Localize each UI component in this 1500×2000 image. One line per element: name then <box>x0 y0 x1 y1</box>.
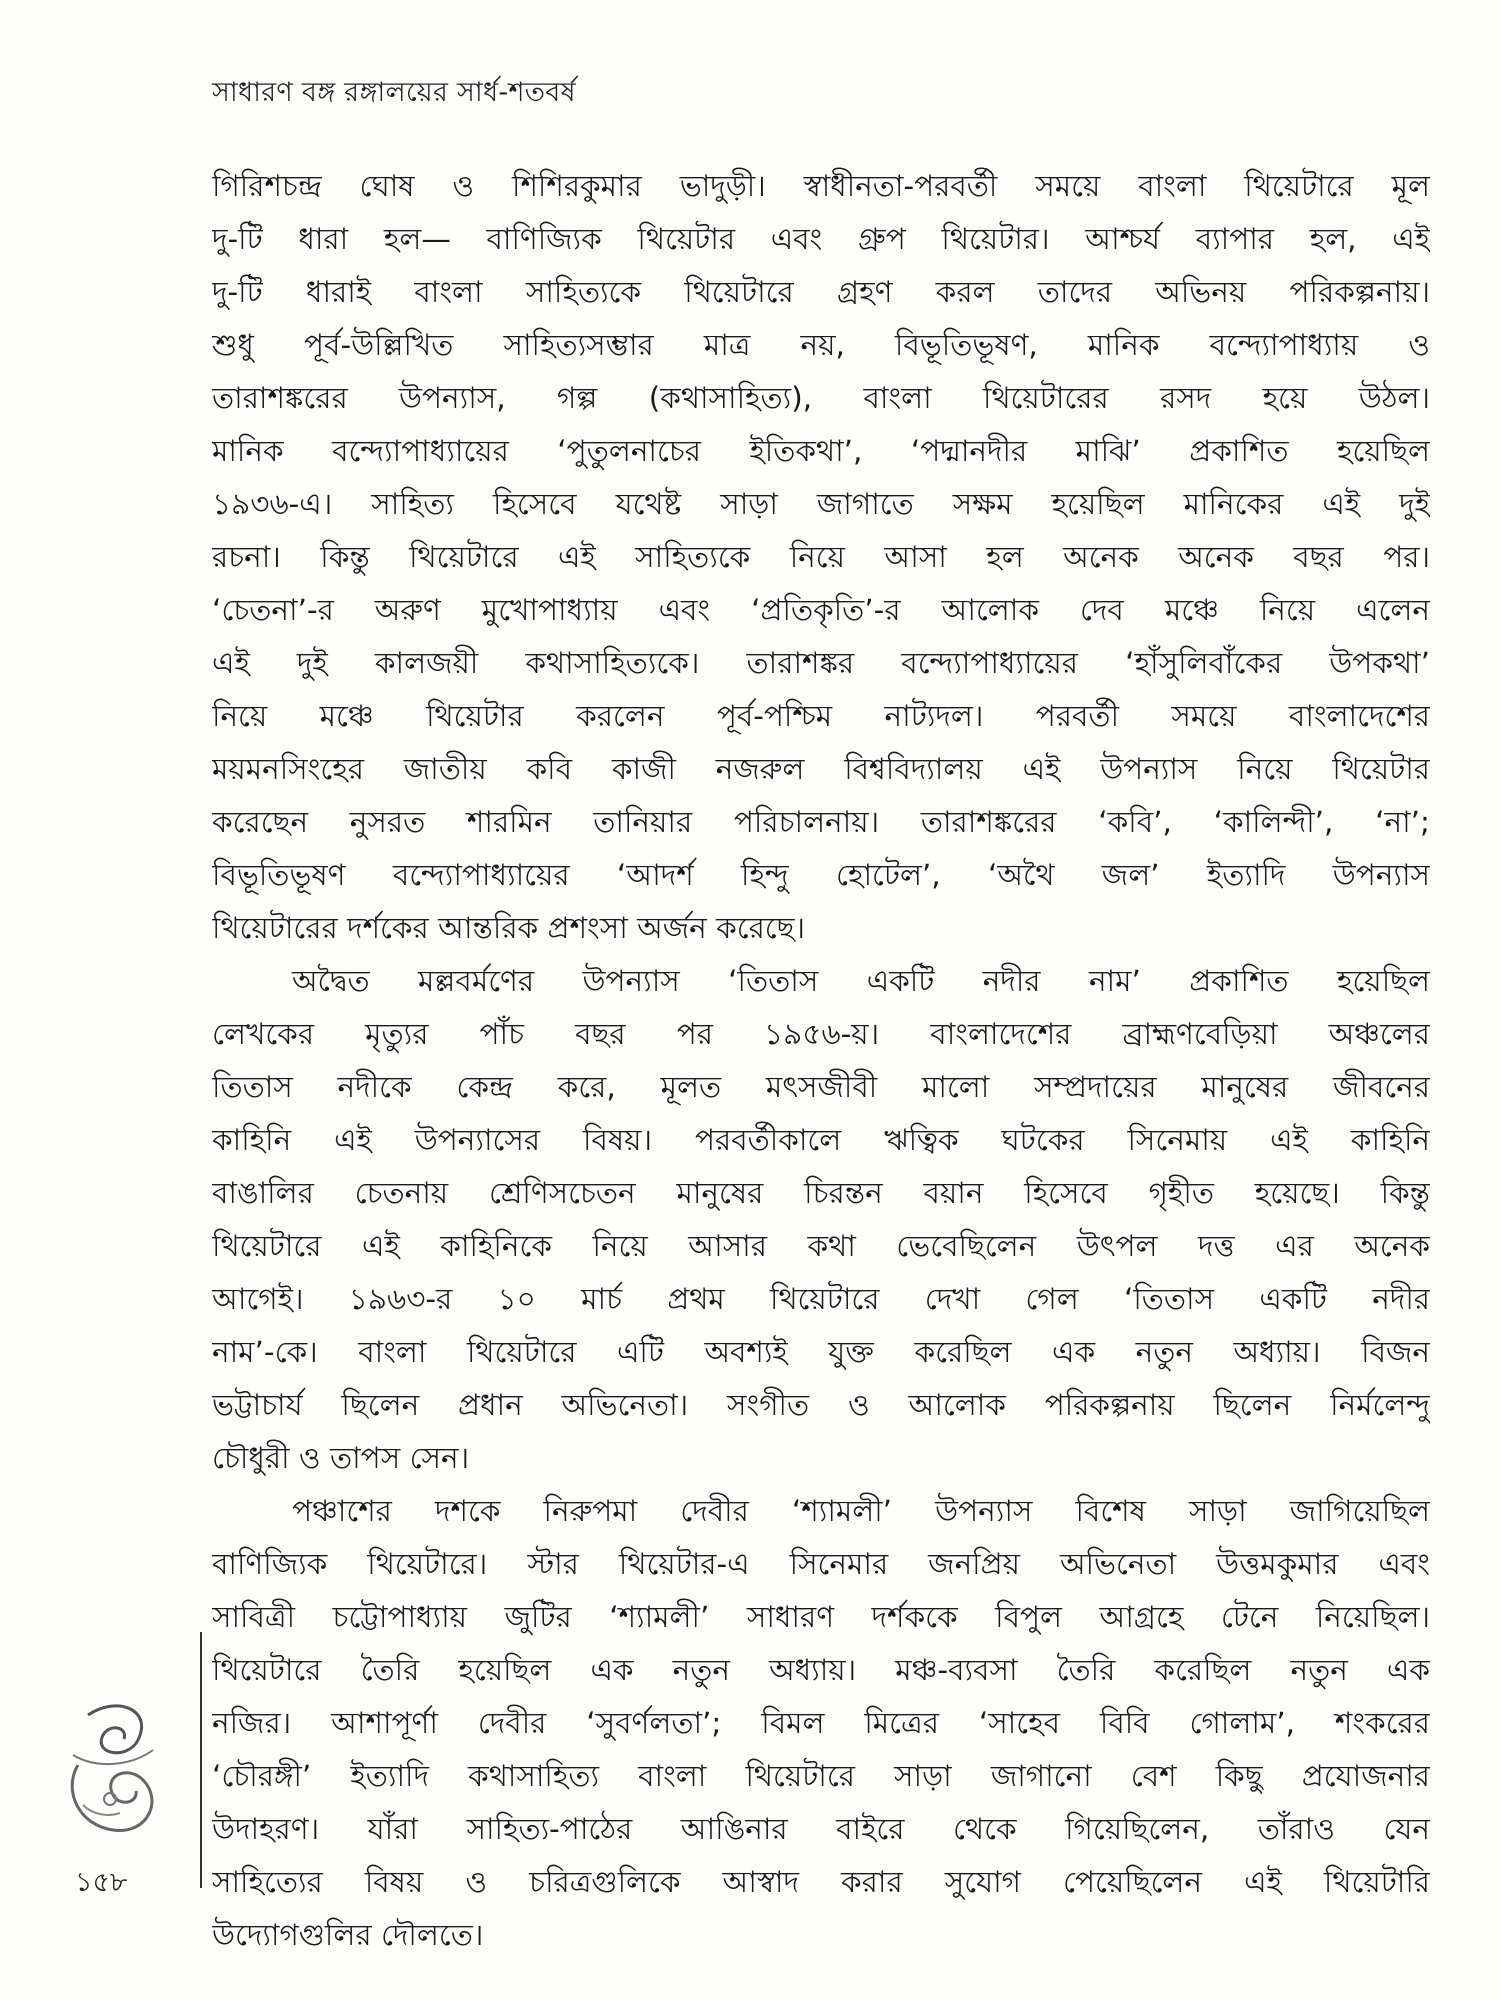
text-line: তারাশঙ্করের উপন্যাস, গল্প (কথাসাহিত্য), বাংলা থিয়েটারের রসদ হয়ে উঠল। <box>212 381 1430 415</box>
text-line: শুধু পূর্ব-উল্লিখিত সাহিত্যসম্ভার মাত্র নয়, বিভূতিভূষণ, মানিক বন্দ্যোপাধ্যায় ও <box>212 328 1430 362</box>
text-line: ময়মনসিংহের জাতীয় কবি কাজী নজরুল বিশ্ববিদ্যালয় এই উপন্যাস নিয়ে থিয়েটার <box>212 752 1430 786</box>
text-line: এই দুই কালজয়ী কথাসাহিত্যকে। তারাশঙ্কর বন্দ্যোপাধ্যায়ের ‘হাঁসুলিবাঁকের উপকথা’ <box>212 646 1430 680</box>
text-line: সাবিত্রী চট্টোপাধ্যায় জুটির ‘শ্যামলী’ সাধারণ দর্শককে বিপুল আগ্রহে টেনে নিয়েছিল। <box>212 1600 1430 1634</box>
text-line: বাঙালির চেতনায় শ্রেণিসচেতন মানুষের চিরন্তন বয়ান হিসেবে গৃহীত হয়েছে। কিন্তু <box>212 1176 1430 1210</box>
text-line: মানিক বন্দ্যোপাধ্যায়ের ‘পুতুলনাচের ইতিকথা’, ‘পদ্মানদীর মাঝি’ প্রকাশিত হয়েছিল <box>212 434 1430 468</box>
text-line: সাহিত্যের বিষয় ও চরিত্রগুলিকে আস্বাদ করার সুযোগ পেয়েছিলেন এই থিয়েটারি <box>212 1865 1430 1899</box>
decorative-flourish-icon <box>58 1695 168 1845</box>
body-text <box>212 160 1430 1962</box>
text-line: পঞ্চাশের দশকে নিরুপমা দেবীর ‘শ্যামলী’ উপন্যাস বিশেষ সাড়া জাগিয়েছিল <box>292 1494 1430 1528</box>
text-line: নজির। আশাপূর্ণা দেবীর ‘সুবর্ণলতা’; বিমল মিত্রের ‘সাহেব বিবি গোলাম’, শংকরের <box>212 1706 1430 1740</box>
text-line: থিয়েটারের দর্শকের আন্তরিক প্রশংসা অর্জন করেছে। <box>212 911 806 945</box>
text-line: তিতাস নদীকে কেন্দ্র করে, মূলত মৎসজীবী মালো সম্প্রদায়ের মানুষের জীবনের <box>212 1070 1430 1104</box>
text-line: নাম’-কে। বাংলা থিয়েটারে এটি অবশ্যই যুক্ত করেছিল এক নতুন অধ্যায়। বিজন <box>212 1335 1430 1369</box>
text-line: দু-টি ধারাই বাংলা সাহিত্যকে থিয়েটারে গ্রহণ করল তাদের অভিনয় পরিকল্পনায়। <box>212 275 1430 309</box>
text-line: অদ্বৈত মল্লবর্মণের উপন্যাস ‘তিতাস একটি নদীর নাম’ প্রকাশিত হয়েছিল <box>292 964 1430 998</box>
text-line: উদাহরণ। যাঁরা সাহিত্য-পাঠের আঙিনার বাইরে থেকে গিয়েছিলেন, তাঁরাও যেন <box>212 1812 1430 1846</box>
text-line: রচনা। কিন্তু থিয়েটারে এই সাহিত্যকে নিয়ে আসা হল অনেক অনেক বছর পর। <box>212 540 1430 574</box>
text-line: দু-টি ধারা হল— বাণিজ্যিক থিয়েটার এবং গ্রুপ থিয়েটার। আশ্চর্য ব্যাপার হল, এই <box>212 222 1430 256</box>
text-line: থিয়েটারে এই কাহিনিকে নিয়ে আসার কথা ভেবেছিলেন উৎপল দত্ত এর অনেক <box>212 1229 1430 1263</box>
text-line: থিয়েটারে তৈরি হয়েছিল এক নতুন অধ্যায়। মঞ্চ-ব্যবসা তৈরি করেছিল নতুন এক <box>212 1653 1430 1687</box>
folio-divider <box>200 1632 202 1888</box>
text-line: গিরিশচন্দ্র ঘোষ ও শিশিরকুমার ভাদুড়ী। স্বাধীনতা-পরবর্তী সময়ে বাংলা থিয়েটারে মূল <box>212 169 1430 203</box>
page-number: ১৫৮ <box>75 1867 128 1898</box>
text-line: চৌধুরী ও তাপস সেন। <box>212 1441 470 1475</box>
text-line: কাহিনি এই উপন্যাসের বিষয়। পরবর্তীকালে ঋত্বিক ঘটকের সিনেমায় এই কাহিনি <box>212 1123 1430 1157</box>
text-line: আগেই। ১৯৬৩-র ১০ মার্চ প্রথম থিয়েটারে দেখা গেল ‘তিতাস একটি নদীর <box>212 1282 1430 1316</box>
text-line: বাণিজ্যিক থিয়েটারে। স্টার থিয়েটার-এ সিনেমার জনপ্রিয় অভিনেতা উত্তমকুমার এবং <box>212 1547 1430 1581</box>
text-line: উদ্যোগগুলির দৌলতে। <box>212 1918 484 1952</box>
text-line: ১৯৩৬-এ। সাহিত্য হিসেবে যথেষ্ট সাড়া জাগাতে সক্ষম হয়েছিল মানিকের এই দুই <box>212 487 1430 521</box>
text-line: করেছেন নুসরত শারমিন তানিয়ার পরিচালনায়। তারাশঙ্করের ‘কবি’, ‘কালিন্দী’, ‘না’; <box>212 805 1430 839</box>
text-line: ‘চৌরঙ্গী’ ইত্যাদি কথাসাহিত্য বাংলা থিয়েটারে সাড়া জাগানো বেশ কিছু প্রযোজনার <box>212 1759 1430 1793</box>
text-line: বিভূতিভূষণ বন্দ্যোপাধ্যায়ের ‘আদর্শ হিন্দু হোটেল’, ‘অথৈ জল’ ইত্যাদি উপন্যাস <box>212 858 1430 892</box>
text-line: ভট্টাচার্য ছিলেন প্রধান অভিনেতা। সংগীত ও আলোক পরিকল্পনায় ছিলেন নির্মলেন্দু <box>212 1388 1430 1422</box>
text-line: ‘চেতনা’-র অরুণ মুখোপাধ্যায় এবং ‘প্রতিকৃতি’-র আলোক দেব মঞ্চে নিয়ে এলেন <box>212 593 1430 627</box>
running-head: সাধারণ বঙ্গ রঙ্গালয়ের সার্ধ-শতবর্ষ <box>212 77 576 108</box>
text-line: লেখকের মৃত্যুর পাঁচ বছর পর ১৯৫৬-য়। বাংলাদেশের ব্রাহ্মণবেড়িয়া অঞ্চলের <box>212 1017 1430 1051</box>
text-line: নিয়ে মঞ্চে থিয়েটার করলেন পূর্ব-পশ্চিম নাট্যদল। পরবর্তী সময়ে বাংলাদেশের <box>212 699 1430 733</box>
